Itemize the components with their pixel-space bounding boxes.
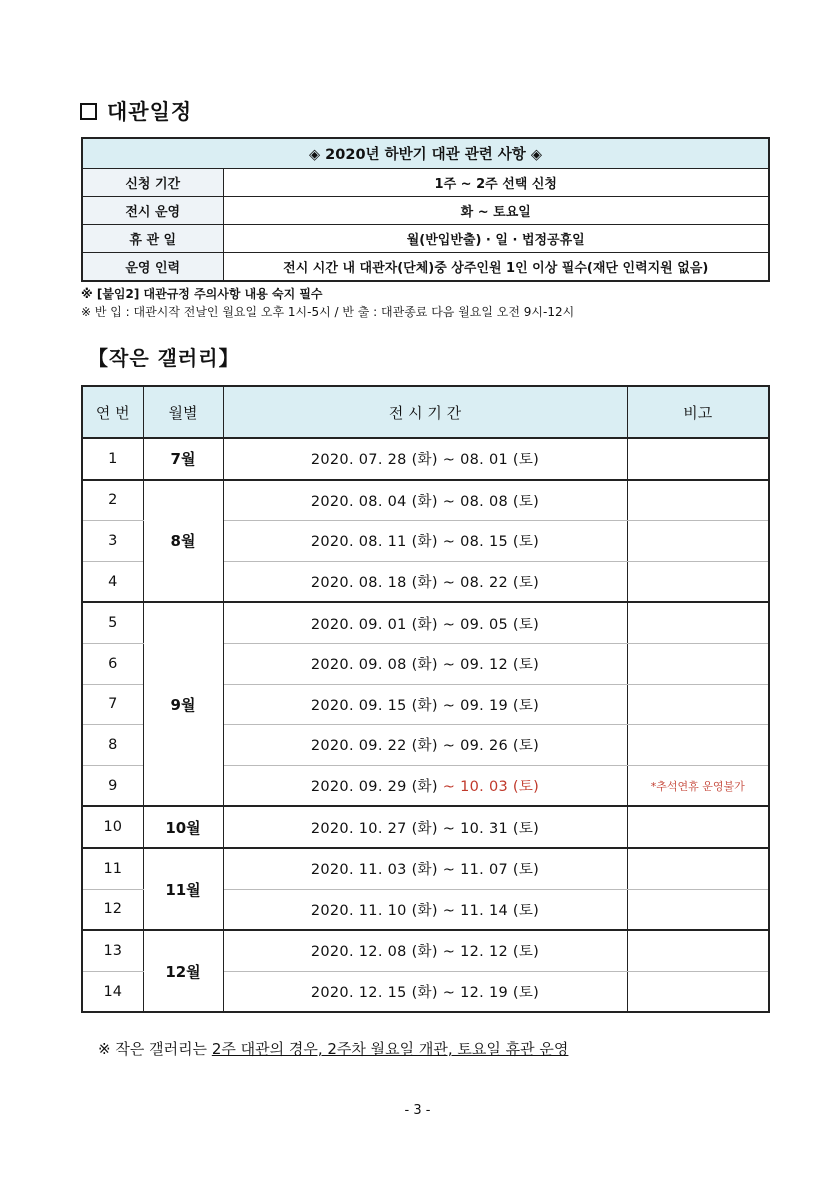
row-period: 2020. 12. 15 (화) ~ 12. 19 (토) bbox=[223, 971, 627, 1012]
page-number: - 3 - bbox=[404, 1103, 431, 1118]
info-label: 운영 인력 bbox=[82, 253, 223, 282]
header-period: 전 시 기 간 bbox=[223, 386, 627, 438]
footnote bbox=[98, 1038, 568, 1059]
row-period: 2020. 11. 03 (화) ~ 11. 07 (토) bbox=[223, 848, 627, 889]
row-no: 3 bbox=[82, 521, 143, 562]
row-month: 12월 bbox=[143, 930, 223, 1012]
row-remark bbox=[627, 889, 769, 930]
info-table bbox=[81, 137, 770, 282]
row-remark bbox=[627, 561, 769, 602]
row-no: 5 bbox=[82, 602, 143, 643]
info-value: 월(반입반출) · 일 · 법정공휴일 bbox=[223, 225, 769, 253]
row-remark bbox=[627, 725, 769, 766]
schedule-table bbox=[81, 385, 770, 1013]
section-title-text: 대관일정 bbox=[107, 100, 193, 124]
row-period: 2020. 12. 08 (화) ~ 12. 12 (토) bbox=[223, 930, 627, 971]
row-period: 2020. 09. 22 (화) ~ 09. 26 (토) bbox=[223, 725, 627, 766]
table-row bbox=[82, 438, 769, 480]
header-remark: 비고 bbox=[627, 386, 769, 438]
row-no: 8 bbox=[82, 725, 143, 766]
info-value: 전시 시간 내 대관자(단체)중 상주인원 1인 이상 필수(재단 인력지원 없음) bbox=[223, 253, 769, 282]
row-no: 11 bbox=[82, 848, 143, 889]
row-no: 13 bbox=[82, 930, 143, 971]
row-month: 9월 bbox=[143, 602, 223, 806]
info-label: 신청 기간 bbox=[82, 169, 223, 197]
row-no: 4 bbox=[82, 561, 143, 602]
row-period: 2020. 08. 04 (화) ~ 08. 08 (토) bbox=[223, 480, 627, 521]
row-period: 2020. 10. 27 (화) ~ 10. 31 (토) bbox=[223, 806, 627, 848]
row-remark bbox=[627, 602, 769, 643]
footnote-prefix: ※ 작은 갤러리는 bbox=[98, 1040, 212, 1058]
row-remark bbox=[627, 848, 769, 889]
table-row bbox=[82, 848, 769, 889]
row-remark: *추석연휴 운영불가 bbox=[627, 765, 769, 806]
info-label: 전시 운영 bbox=[82, 197, 223, 225]
row-no: 7 bbox=[82, 684, 143, 725]
checkbox-square-icon bbox=[80, 103, 97, 120]
info-label: 휴 관 일 bbox=[82, 225, 223, 253]
row-no: 6 bbox=[82, 643, 143, 684]
table-row bbox=[82, 930, 769, 971]
row-no: 2 bbox=[82, 480, 143, 521]
row-no: 14 bbox=[82, 971, 143, 1012]
row-month: 8월 bbox=[143, 480, 223, 603]
row-period: 2020. 09. 15 (화) ~ 09. 19 (토) bbox=[223, 684, 627, 725]
row-remark bbox=[627, 930, 769, 971]
section-title bbox=[80, 96, 192, 126]
footnote-underlined: 2주 대관의 경우, 2주차 월요일 개관, 토요일 휴관 운영 bbox=[211, 1040, 569, 1058]
row-remark bbox=[627, 971, 769, 1012]
row-period: 2020. 07. 28 (화) ~ 08. 01 (토) bbox=[223, 438, 627, 480]
info-value: 화 ~ 토요일 bbox=[223, 197, 769, 225]
row-period: 2020. 09. 29 (화) ~ 10. 03 (토) bbox=[223, 765, 627, 806]
row-month: 7월 bbox=[143, 438, 223, 480]
gallery-title: 【작은 갤러리】 bbox=[88, 346, 240, 370]
note-rules: ※ [붙임2] 대관규정 주의사항 내용 숙지 필수 bbox=[81, 287, 323, 301]
row-period: 2020. 11. 10 (화) ~ 11. 14 (토) bbox=[223, 889, 627, 930]
row-remark bbox=[627, 521, 769, 562]
table-row bbox=[82, 602, 769, 643]
row-remark bbox=[627, 438, 769, 480]
table-row bbox=[82, 480, 769, 521]
row-month: 11월 bbox=[143, 848, 223, 930]
row-period: 2020. 08. 18 (화) ~ 08. 22 (토) bbox=[223, 561, 627, 602]
row-remark bbox=[627, 480, 769, 521]
row-period: 2020. 09. 08 (화) ~ 09. 12 (토) bbox=[223, 643, 627, 684]
row-no: 12 bbox=[82, 889, 143, 930]
row-period: 2020. 09. 01 (화) ~ 09. 05 (토) bbox=[223, 602, 627, 643]
header-no: 연 번 bbox=[82, 386, 143, 438]
row-no: 9 bbox=[82, 765, 143, 806]
table-row bbox=[82, 806, 769, 848]
info-value: 1주 ~ 2주 선택 신청 bbox=[223, 169, 769, 197]
header-month: 월별 bbox=[143, 386, 223, 438]
row-remark bbox=[627, 806, 769, 848]
note-move-in-out: ※ 반 입 : 대관시작 전날인 월요일 오후 1시-5시 / 반 출 : 대관종료 다음 월요일 오전 9시-12시 bbox=[81, 305, 575, 319]
row-no: 1 bbox=[82, 438, 143, 480]
row-no: 10 bbox=[82, 806, 143, 848]
row-remark bbox=[627, 684, 769, 725]
row-month: 10월 bbox=[143, 806, 223, 848]
row-period: 2020. 08. 11 (화) ~ 08. 15 (토) bbox=[223, 521, 627, 562]
row-remark bbox=[627, 643, 769, 684]
info-table-header: ◈ 2020년 하반기 대관 관련 사항 ◈ bbox=[82, 138, 769, 169]
